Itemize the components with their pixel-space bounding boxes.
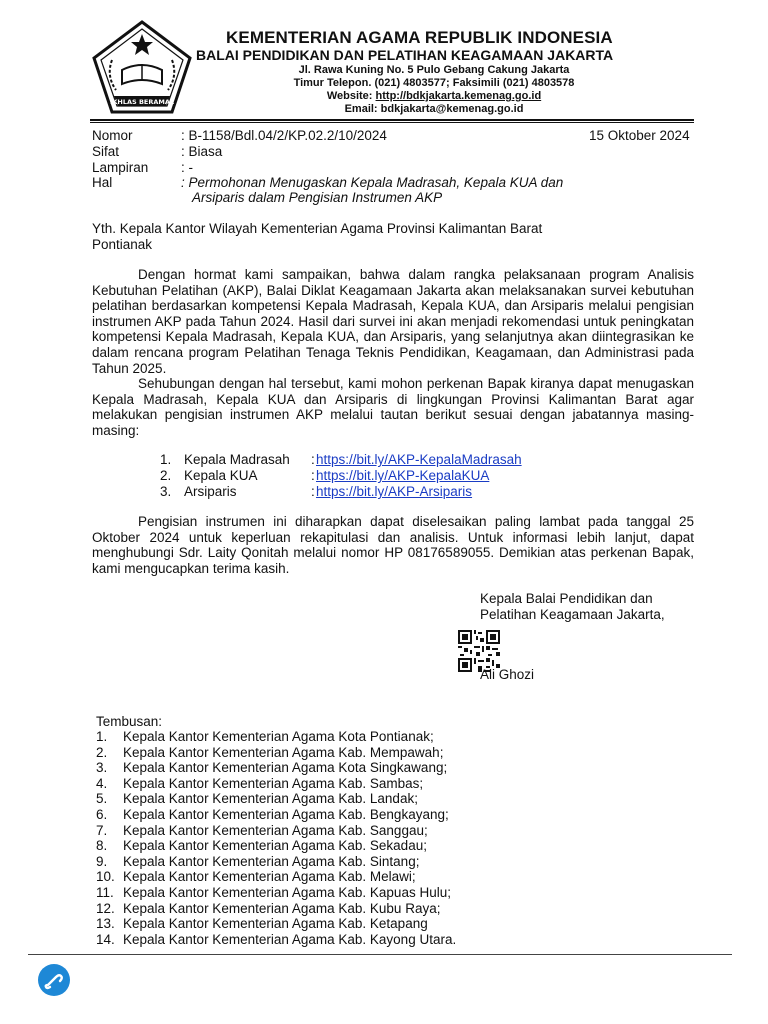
address-line: Jl. Rawa Kuning No. 5 Pulo Gebang Cakung Jakarta xyxy=(298,64,570,76)
office-title: BALAI PENDIDIKAN DAN PELATIHAN KEAGAMAAN JAKARTA xyxy=(196,47,614,63)
footer-divider xyxy=(28,954,732,955)
website-link[interactable]: http://bdkjakarta.kemenag.go.id xyxy=(375,90,542,102)
recipient-line2: Pontianak xyxy=(92,237,153,252)
list-item: 2. Kepala KUA : https://bit.ly/AKP-KepalaKUA xyxy=(160,468,490,483)
list-item: 14. Kepala Kantor Kementerian Agama Kab. Kayong Utara. xyxy=(96,931,457,947)
body-paragraph-3: Pengisian instrumen ini diharapkan dapat diselesaikan paling lambat pada tanggal 25 Oktober 2024 untuk keperluan rekapitulasi dan analisis. Untuk informasi lebih lanjut, dapat menghubungi Sdr. Laity Qonitah melalui nomor HP 08176589055. Demikian atas perkenan Bapak, kami mengucapkan terima kasih. xyxy=(92,514,694,576)
letter-meta xyxy=(0,128,768,208)
list-item: 6. Kepala Kantor Kementerian Agama Kab. Bengkayang; xyxy=(96,807,449,822)
website-label: Website: xyxy=(326,90,376,102)
tembusan-label: Tembusan: xyxy=(96,714,163,729)
list-item: 7. Kepala Kantor Kementerian Agama Kab. Sanggau; xyxy=(96,822,428,838)
list-item: 9. Kepala Kantor Kementerian Agama Kab. Sintang; xyxy=(96,853,420,869)
nomor-label: Nomor xyxy=(92,128,133,143)
list-item: 8. Kepala Kantor Kementerian Agama Kab. Sekadau; xyxy=(96,838,427,854)
ministry-title: KEMENTERIAN AGAMA REPUBLIK INDONESIA xyxy=(226,28,613,47)
list-item: 5. Kepala Kantor Kementerian Agama Kab. Landak; xyxy=(96,791,418,807)
list-item: 11. Kepala Kantor Kementerian Agama Kab. Kapuas Hulu; xyxy=(96,885,451,900)
signatory-name: Ali Ghozi xyxy=(480,667,535,682)
list-item: 1. Kepala Madrasah : https://bit.ly/AKP-KepalaMadrasah xyxy=(160,452,522,467)
hal-value-line2: Arsiparis dalam Pengisian Instrumen AKP xyxy=(192,190,443,205)
link-list xyxy=(0,452,768,500)
sifat-label: Sifat xyxy=(92,144,120,159)
lampiran-value: : - xyxy=(181,160,193,175)
link-kepala-kua[interactable]: https://bit.ly/AKP-KepalaKUA xyxy=(316,468,490,483)
body-paragraph-1: Dengan hormat kami sampaikan, bahwa dalam rangka pelaksanaan program Analisis Kebutuhan Pelatihan (AKP), Balai Diklat Keagamaan Jakarta akan melaksanakan survei kebutuhan pelatihan berdasarkan kompetensi Kepala Madrasah, Kepala KUA, dan Arsiparis melalui pengisian instrumen AKP pada Tahun 2024. Hasil dari survei ini akan menjadi rekomendasi untuk peningkatan kompetensi Kepala Madrasah, Kepala KUA, dan Arsiparis, yang selanjutnya akan diintegrasikan ke dalam rencana program Pelatihan Tenaga Teknis Pendidikan, Keagamaan, dan Administrasi pada Tahun 2025. xyxy=(92,267,694,376)
link-kepala-madrasah[interactable]: https://bit.ly/AKP-KepalaMadrasah xyxy=(316,452,522,467)
hal-value-line1: : Permohonan Menugaskan Kepala Madrasah, Kepala KUA dan xyxy=(181,175,564,190)
list-item: 10. Kepala Kantor Kementerian Agama Kab. Melawi; xyxy=(96,869,416,885)
hal-label: Hal xyxy=(92,175,113,190)
letterhead-divider-thin xyxy=(90,122,694,123)
recipient-line1: Yth. Kepala Kantor Wilayah Kementerian Agama Provinsi Kalimantan Barat xyxy=(92,221,543,236)
list-item: 13. Kepala Kantor Kementerian Agama Kab. Ketapang xyxy=(96,916,428,932)
list-item: 1. Kepala Kantor Kementerian Agama Kota Pontianak; xyxy=(96,729,434,744)
list-item: 3. Arsiparis : https://bit.ly/AKP-Arsiparis xyxy=(160,484,473,499)
qr-code-icon xyxy=(458,630,500,672)
scribd-logo-icon[interactable] xyxy=(38,964,70,996)
list-item: 3. Kepala Kantor Kementerian Agama Kota Singkawang; xyxy=(96,760,448,776)
sifat-value: : Biasa xyxy=(181,144,223,159)
letter-date: 15 Oktober 2024 xyxy=(589,128,690,143)
lampiran-label: Lampiran xyxy=(92,160,149,175)
list-item: 4. Kepala Kantor Kementerian Agama Kab. Sambas; xyxy=(96,775,424,791)
phone-line: Timur Telepon. (021) 4803577; Faksimili (021) 4803578 xyxy=(293,77,575,89)
body-paragraph-2: Sehubungan dengan hal tersebut, kami mohon perkenan Bapak kiranya dapat menugaskan Kepala Madrasah, Kepala KUA dan Arsiparis di lingkungan Provinsi Kalimantan Barat agar melakukan pengisian instrumen AKP melalui tautan berikut sesuai dengan jabatannya masing-masing: xyxy=(92,376,694,438)
signature-title-line2: Pelatihan Keagamaan Jakarta, xyxy=(480,607,665,622)
svg-text:IKHLAS BERAMAL: IKHLAS BERAMAL xyxy=(109,98,175,106)
email-line: Email: bdkjakarta@kemenag.go.id xyxy=(344,103,524,115)
link-arsiparis[interactable]: https://bit.ly/AKP-Arsiparis xyxy=(316,484,473,499)
list-item: 12. Kepala Kantor Kementerian Agama Kab. Kubu Raya; xyxy=(96,900,441,916)
nomor-value: : B-1158/Bdl.04/2/KP.02.2/10/2024 xyxy=(181,128,387,143)
tembusan-list xyxy=(0,729,768,949)
website-line xyxy=(50,90,768,102)
letterhead-divider xyxy=(90,119,694,121)
signature-title-line1: Kepala Balai Pendidikan dan xyxy=(480,591,653,606)
list-item: 2. Kepala Kantor Kementerian Agama Kab. Mempawah; xyxy=(96,744,444,760)
